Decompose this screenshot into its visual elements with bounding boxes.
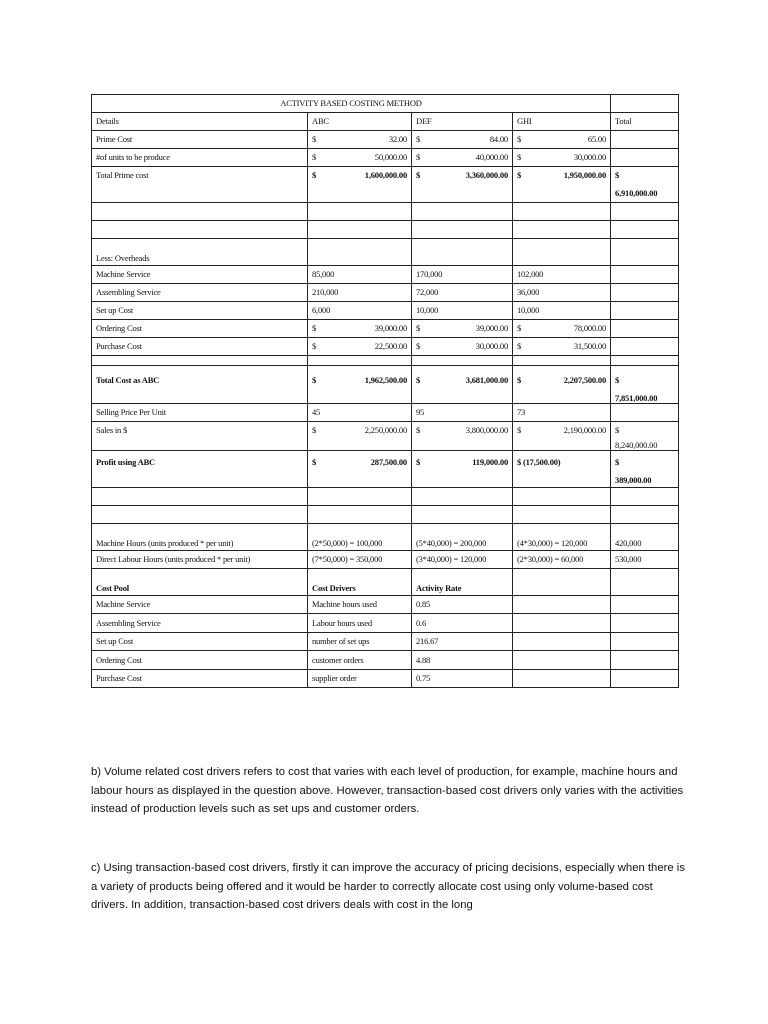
value-abc: 210,000 xyxy=(308,284,412,302)
blank-row xyxy=(92,356,679,366)
currency-symbol: $ xyxy=(416,170,421,180)
table-row xyxy=(92,266,679,284)
value-abc: 22,500.00 xyxy=(374,341,407,351)
table-row xyxy=(92,524,679,551)
pool-row xyxy=(92,670,679,688)
row-label: Purchase Cost xyxy=(92,338,308,356)
table-row xyxy=(92,320,679,338)
currency-symbol: $ xyxy=(517,425,522,435)
blank-row xyxy=(92,506,679,524)
value-ghi: 1,950,000.00 xyxy=(563,170,607,180)
currency-symbol: $ xyxy=(615,375,620,385)
table-row xyxy=(92,284,679,302)
pool-name: Assembling Service xyxy=(92,614,308,633)
value-def: 30,000.00 xyxy=(475,341,508,351)
currency-symbol: $ xyxy=(416,375,421,385)
currency-symbol: $ xyxy=(517,152,522,162)
currency-symbol: $ xyxy=(416,425,421,435)
value-abc: 50,000.00 xyxy=(374,152,407,162)
table-header-row xyxy=(92,113,679,131)
value-def: 10,000 xyxy=(412,302,513,320)
table-row xyxy=(92,404,679,422)
value-def: (3*40,000) = 120,000 xyxy=(412,551,513,569)
blank-row xyxy=(92,221,679,239)
currency-symbol: $ xyxy=(312,152,317,162)
currency-symbol: $ xyxy=(312,341,317,351)
header-def: DEF xyxy=(412,113,513,131)
pool-header: Cost Pool xyxy=(92,569,308,596)
value-ghi: 2,207,500.00 xyxy=(563,375,607,385)
value-def: 40,000.00 xyxy=(475,152,508,162)
pool-rate: 0.85 xyxy=(412,596,513,614)
value-total: 420,000 xyxy=(611,524,679,551)
pool-rate: 0.6 xyxy=(412,614,513,633)
row-label: Total Prime cost xyxy=(92,167,308,203)
value-def: 95 xyxy=(412,404,513,422)
currency-symbol: $ xyxy=(517,134,522,144)
table-row xyxy=(92,167,679,203)
value-abc: 6,000 xyxy=(308,302,412,320)
currency-symbol: $ xyxy=(615,170,620,180)
value-abc: 45 xyxy=(308,404,412,422)
table-title: ACTIVITY BASED COSTING METHOD xyxy=(92,95,611,113)
value-ghi: 65.00 xyxy=(587,134,607,144)
costing-table xyxy=(91,94,679,688)
value-ghi: 10,000 xyxy=(513,302,611,320)
value-total: 530,000 xyxy=(611,551,679,569)
currency-symbol: $ xyxy=(517,323,522,333)
drivers-header: Cost Drivers xyxy=(308,569,412,596)
currency-symbol: $ xyxy=(312,170,317,180)
value-def: 84.00 xyxy=(489,134,508,144)
row-label: Machine Hours (units produced * per unit) xyxy=(92,524,308,551)
value-def: 119,000.00 xyxy=(472,457,508,467)
pool-header-row xyxy=(92,569,679,596)
value-total: 6,910,000.00 xyxy=(615,188,658,198)
row-label: Profit using ABC xyxy=(92,451,308,488)
pool-name: Purchase Cost xyxy=(92,670,308,688)
row-label: Total Cost as ABC xyxy=(92,366,308,404)
paragraph-c: c) Using transaction-based cost drivers, firstly it can improve the accuracy of pricing decisions, especially when there is a variety of products being offered and it would be harder to correctly allocate cost using only volume-based cost drivers. In addition, transaction-based cost drivers deals with cost in the long xyxy=(91,862,685,911)
currency-symbol: $ xyxy=(416,152,421,162)
value-abc: 32.00 xyxy=(388,134,407,144)
pool-name: Ordering Cost xyxy=(92,651,308,670)
currency-symbol: $ xyxy=(416,323,421,333)
pool-name: Set up Cost xyxy=(92,633,308,651)
value-ghi: 31,500.00 xyxy=(573,341,607,351)
value-abc: (2*50,000) = 100,000 xyxy=(308,524,412,551)
blank-row xyxy=(92,488,679,506)
value-abc: 1,600,000.00 xyxy=(364,170,407,180)
currency-symbol: $ xyxy=(416,341,421,351)
currency-symbol: $ xyxy=(312,375,317,385)
row-label: #of units to be produce xyxy=(92,149,308,167)
currency-symbol: $ xyxy=(517,375,522,385)
table-row xyxy=(92,302,679,320)
value-ghi: (4*30,000) = 120,000 xyxy=(513,524,611,551)
currency-symbol: $ xyxy=(517,341,522,351)
value-abc: 39,000.00 xyxy=(374,323,407,333)
row-label: Selling Price Per Unit xyxy=(92,404,308,422)
value-ghi: $ (17,500.00) xyxy=(513,451,611,488)
value-ghi: 102,000 xyxy=(513,266,611,284)
table-row xyxy=(92,239,679,266)
pool-rate: 4.88 xyxy=(412,651,513,670)
currency-symbol: $ xyxy=(312,425,317,435)
value-abc: (7*50,000) = 350,000 xyxy=(308,551,412,569)
currency-symbol: $ xyxy=(615,457,620,467)
table-row xyxy=(92,551,679,569)
paragraph-b: b) Volume related cost drivers refers to cost that varies with each level of production, for example, machine hours and labour hours as displayed in the question above. However, transaction-based cost drivers only varies with the activities instead of production levels such as set ups and customer orders. xyxy=(91,766,684,815)
pool-row xyxy=(92,651,679,670)
rate-header: Activity Rate xyxy=(412,569,513,596)
value-ghi: (2*30,000) = 60,000 xyxy=(513,551,611,569)
value-def: 72,000 xyxy=(412,284,513,302)
blank-row xyxy=(92,203,679,221)
header-total: Total xyxy=(611,113,679,131)
header-details: Details xyxy=(92,113,308,131)
currency-symbol: $ xyxy=(416,134,421,144)
currency-symbol: $ xyxy=(416,457,421,467)
currency-symbol: $ xyxy=(517,170,522,180)
value-def: 3,800,000.00 xyxy=(465,425,508,435)
value-ghi: 73 xyxy=(513,404,611,422)
pool-rate: 216.67 xyxy=(412,633,513,651)
row-label: Machine Service xyxy=(92,266,308,284)
value-abc: 85,000 xyxy=(308,266,412,284)
table-row xyxy=(92,451,679,488)
currency-symbol: $ xyxy=(312,134,317,144)
value-total: 8,240,000.00 xyxy=(615,440,658,450)
value-ghi: 30,000.00 xyxy=(573,152,607,162)
header-abc: ABC xyxy=(308,113,412,131)
pool-driver: supplier order xyxy=(308,670,412,688)
pool-driver: Labour hours used xyxy=(308,614,412,633)
value-ghi: 2,190,000.00 xyxy=(563,425,607,435)
value-def: 3,681,000.00 xyxy=(465,375,508,385)
value-total: 7,851,000.00 xyxy=(615,393,658,403)
value-abc: 287,500.00 xyxy=(370,457,407,467)
value-abc: 1,962,500.00 xyxy=(364,375,407,385)
value-abc: 2,250,000.00 xyxy=(364,425,407,435)
table-title-row xyxy=(92,95,679,113)
currency-symbol: $ xyxy=(615,425,620,435)
pool-driver: customer orders xyxy=(308,651,412,670)
table-row xyxy=(92,366,679,404)
table-row xyxy=(92,131,679,149)
value-ghi: 78,000.00 xyxy=(573,323,607,333)
pool-name: Machine Service xyxy=(92,596,308,614)
row-label: Less: Overheads xyxy=(92,239,308,266)
value-def: 39,000.00 xyxy=(475,323,508,333)
value-ghi: 36,000 xyxy=(513,284,611,302)
row-label: Direct Labour Hours (units produced * per unit) xyxy=(92,551,308,569)
row-label: Assembling Service xyxy=(92,284,308,302)
row-label: Prime Cost xyxy=(92,131,308,149)
pool-row xyxy=(92,596,679,614)
row-label: Sales in $ xyxy=(92,422,308,451)
row-label: Set up Cost xyxy=(92,302,308,320)
value-total: 389,000.00 xyxy=(615,475,652,485)
value-def: 170,000 xyxy=(412,266,513,284)
currency-symbol: $ xyxy=(312,323,317,333)
pool-rate: 0.75 xyxy=(412,670,513,688)
pool-row xyxy=(92,614,679,633)
table-row xyxy=(92,422,679,451)
pool-driver: number of set ups xyxy=(308,633,412,651)
table-row xyxy=(92,149,679,167)
pool-row xyxy=(92,633,679,651)
value-def: 3,360,000.00 xyxy=(465,170,508,180)
row-label: Ordering Cost xyxy=(92,320,308,338)
value-def: (5*40,000) = 200,000 xyxy=(412,524,513,551)
pool-driver: Machine hours used xyxy=(308,596,412,614)
table-row xyxy=(92,338,679,356)
currency-symbol: $ xyxy=(312,457,317,467)
header-ghi: GHI xyxy=(513,113,611,131)
